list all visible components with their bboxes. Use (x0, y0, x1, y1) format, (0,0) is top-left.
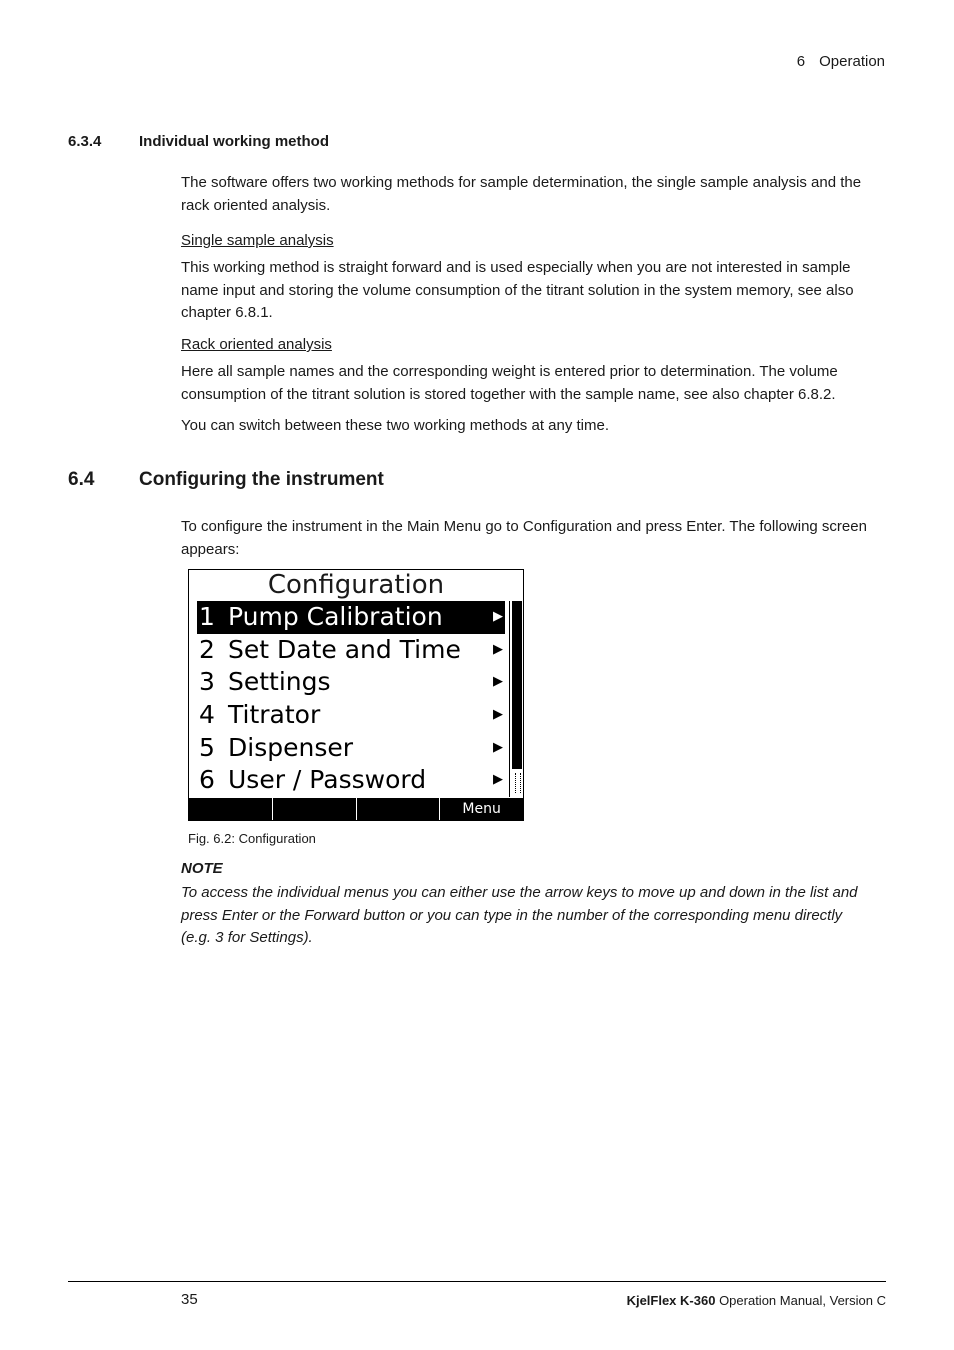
menu-item-set-date-and-time[interactable] (197, 634, 505, 667)
product-name: KjelFlex K-360 (626, 1293, 716, 1308)
chapter-title: Operation (819, 53, 885, 70)
scrollbar-thumb[interactable] (512, 601, 522, 769)
intro-paragraph: The software offers two working methods for sample determination, the single sample analysis and the rack oriented analysis. (181, 174, 862, 214)
menu-item-number: 5 (199, 732, 215, 762)
menu-item-pump-calibration[interactable] (197, 601, 505, 634)
menu-item-number: 6 (199, 765, 215, 795)
menu-item-label: Set Date and Time (228, 634, 461, 664)
menu-item-settings[interactable] (197, 666, 505, 699)
right-triangle-icon: ▶ (493, 609, 503, 624)
switch-paragraph: You can switch between these two working methods at any time. (181, 417, 610, 434)
page-number: 35 (181, 1291, 198, 1308)
screen-title: Configuration (267, 570, 445, 600)
right-triangle-icon: ▶ (493, 772, 503, 788)
scrollbar-track-dots (515, 773, 521, 793)
figure-caption: Fig. 6.2: Configuration (188, 831, 316, 846)
note-text: To access the individual menus you can either use the arrow keys to move up and down in the list and press Enter or the Forward button or you can type in the number of the corresponding menu directly (e.g. 3 for Settings). (181, 884, 858, 946)
right-triangle-icon: ▶ (493, 674, 503, 690)
section-heading-6-3-4 (68, 133, 329, 150)
right-triangle-icon: ▶ (493, 707, 503, 723)
menu-item-number: 4 (199, 700, 215, 730)
rack-analysis-paragraph: Here all sample names and the corresponding weight is entered prior to determination. The volume consumption of the titrant solution is stored together with the sample name, see also chapter 6.8.2. (181, 363, 838, 403)
softkey-3[interactable] (357, 798, 441, 820)
section-number: 6.4 (68, 469, 95, 490)
configuration-menu (197, 601, 505, 797)
softkey-2[interactable] (273, 798, 357, 820)
footer-rule (68, 1281, 886, 1282)
chapter-number: 6 (796, 53, 806, 70)
document-title: Operation Manual, Version C (719, 1293, 886, 1308)
softkey-1[interactable] (189, 798, 273, 820)
right-triangle-icon: ▶ (493, 641, 503, 657)
menu-item-label: Pump Calibration (228, 602, 443, 631)
menu-item-label: Titrator (228, 700, 321, 730)
configuration-screen (188, 569, 524, 821)
footer-title (627, 1293, 886, 1308)
right-triangle-icon: ▶ (493, 739, 503, 755)
menu-item-label: Dispenser (228, 732, 353, 762)
menu-item-label: Settings (228, 667, 331, 697)
single-sample-heading: Single sample analysis (181, 232, 334, 249)
single-sample-paragraph: This working method is straight forward and is used especially when you are not interested in sample name input and storing the volume consumption of the titrant solution in the system memory, see also chapter 6.8.1. (181, 259, 854, 321)
running-header (797, 53, 885, 70)
menu-item-titrator[interactable] (197, 699, 505, 732)
softkey-menu[interactable]: Menu (462, 801, 501, 817)
section-title: Configuring the instrument (139, 469, 384, 490)
note-title: NOTE (181, 860, 223, 877)
section-title: Individual working method (139, 133, 330, 150)
rack-analysis-heading: Rack oriented analysis (181, 336, 332, 353)
menu-item-dispenser[interactable] (197, 732, 505, 765)
menu-item-number: 3 (199, 667, 215, 697)
menu-item-label: User / Password (228, 765, 427, 795)
section-number: 6.3.4 (68, 133, 102, 150)
menu-item-number: 2 (199, 634, 215, 664)
softkey-bar (189, 798, 523, 820)
configure-paragraph: To configure the instrument in the Main Menu go to Configuration and press Enter. The following screen appears: (181, 518, 867, 558)
section-heading-6-4 (68, 469, 384, 491)
menu-scrollbar[interactable] (509, 601, 523, 797)
menu-item-number: 1 (199, 602, 215, 631)
menu-item-user-password[interactable] (197, 764, 505, 797)
